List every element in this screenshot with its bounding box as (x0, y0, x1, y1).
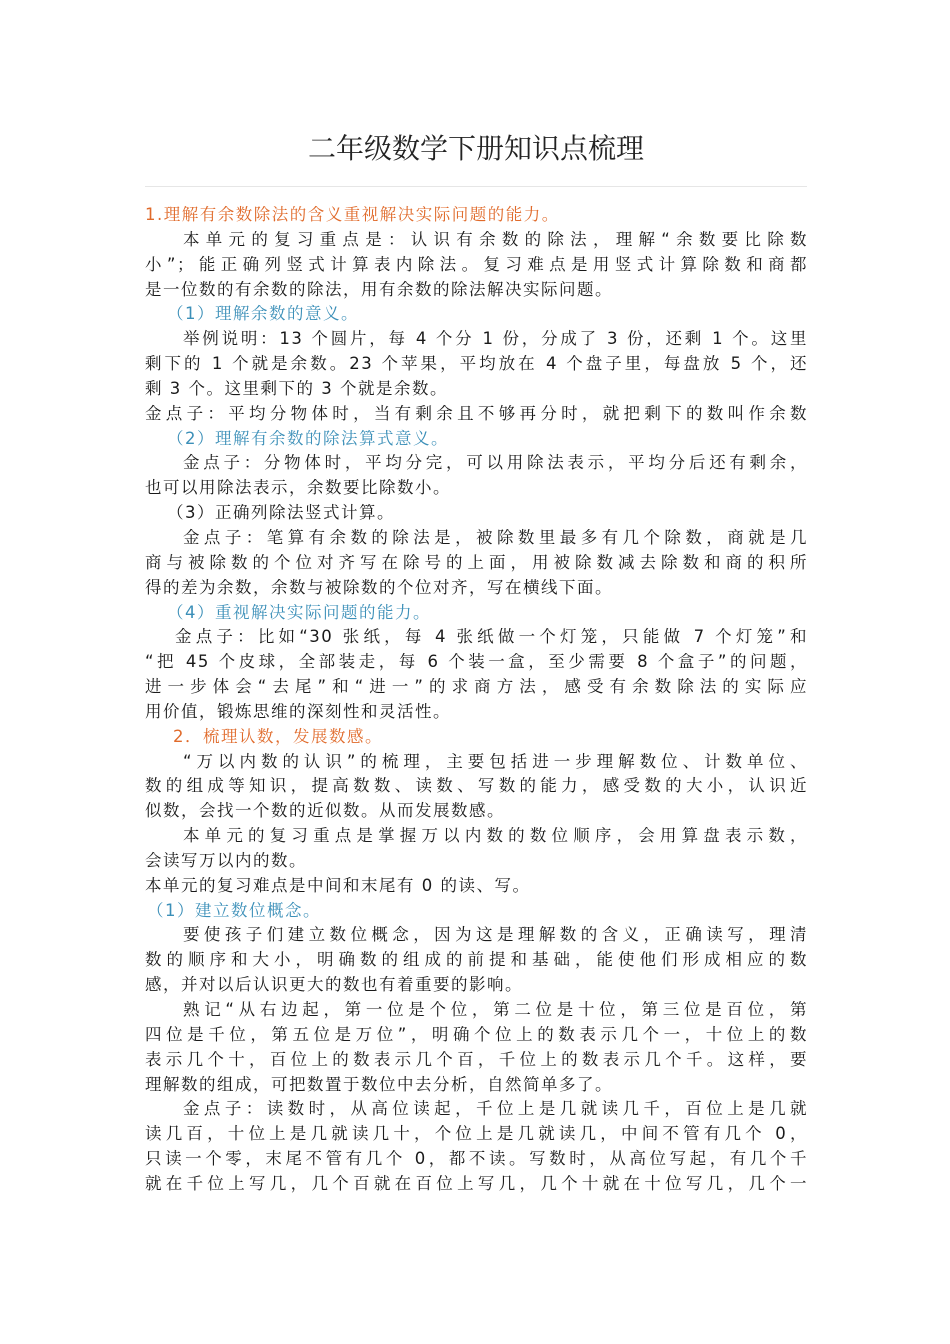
paragraph-line: 数的顺序和大小，明确数的组成的前提和基础，能使他们形成相应的数 (145, 950, 808, 970)
paragraph-line: 就在千位上写几，几个百就在百位上写几，几个十就在十位写几，几个一 (145, 1173, 808, 1193)
section-heading-2: 2．梳理认数，发展数感。 (173, 726, 383, 746)
paragraph-line: 得的差为余数，余数与被除数的个位对齐，写在横线下面。 (145, 577, 613, 597)
paragraph-line: 要使孩子们建立数位概念，因为这是理解数的含义，正确读写，理清 (183, 925, 808, 945)
paragraph-line: 剩 3 个。这里剩下的 3 个就是余数。 (145, 378, 448, 398)
subheading: （4）重视解决实际问题的能力。 (167, 602, 431, 622)
title-divider (145, 186, 807, 187)
document-body (145, 203, 808, 1197)
paragraph-line: 本单元的复习重点是掌握万以内数的数位顺序，会用算盘表示数， (183, 826, 808, 846)
subheading: （1）建立数位概念。 (147, 900, 321, 920)
paragraph-line: 举例说明：13 个圆片，每 4 个分 1 份，分成了 3 份，还剩 1 个。这里 (183, 329, 808, 349)
paragraph-line: 本单元的复习重点是：认识有余数的除法，理解“余数要比除数 (183, 229, 808, 249)
section-heading-1: 1.理解有余数除法的含义重视解决实际问题的能力。 (145, 205, 560, 224)
tip-line: 金点子：读数时，从高位读起，千位上是几就读几千，百位上是几就 (183, 1099, 808, 1119)
tip-line: 金点子：分物体时，平均分完，可以用除法表示，平均分后还有剩余， (183, 453, 808, 473)
paragraph-line: 会读写万以内的数。 (145, 850, 307, 870)
subheading: （3）正确列除法竖式计算。 (167, 503, 395, 523)
paragraph-line: “万以内数的认识”的梳理，主要包括进一步理解数位、计数单位、 (183, 751, 808, 771)
paragraph-line: 四位是千位，第五位是万位”，明确个位上的数表示几个一，十位上的数 (145, 1024, 808, 1044)
tip-line: 金点子：比如“30 张纸，每 4 张纸做一个灯笼，只能做 7 个灯笼”和 (175, 627, 808, 647)
paragraph-line: 读几百，十位上是几就读几十，个位上是几就读几，中间不管有几个 0， (145, 1124, 808, 1144)
paragraph-line: 小”；能正确列竖式计算表内除法。复习难点是用竖式计算除数和商都 (145, 254, 808, 274)
tip-line: 金点子：笔算有余数的除法是，被除数里最多有几个除数，商就是几 (183, 527, 808, 547)
tip-line: 金点子：平均分物体时，当有剩余且不够再分时，就把剩下的数叫作余数 (145, 403, 808, 423)
paragraph-line: 表示几个十，百位上的数表示几个百，千位上的数表示几个千。这样，要 (145, 1049, 808, 1069)
paragraph-line: 也可以用除法表示，余数要比除数小。 (145, 478, 451, 498)
subheading: （1）理解余数的意义。 (167, 304, 359, 324)
paragraph-line: 是一位数的有余数的除法，用有余数的除法解决实际问题。 (145, 279, 613, 299)
paragraph-line: 商与被除数的个位对齐写在除号的上面，用被除数减去除数和商的积所 (145, 552, 808, 572)
paragraph-line: 理解数的组成，可把数置于数位中去分析，自然简单多了。 (145, 1074, 613, 1094)
paragraph-line: 数的组成等知识，提高数数、读数、写数的能力，感受数的大小，认识近 (145, 776, 808, 796)
page-title: 二年级数学下册知识点梳理 (307, 132, 644, 165)
paragraph-line: 用价值，锻炼思维的深刻性和灵活性。 (145, 701, 451, 721)
paragraph-line: “把 45 个皮球，全部装走，每 6 个装一盒，至少需要 8 个盒子”的问题， (145, 652, 808, 672)
paragraph-line: 剩下的 1 个就是余数。23 个苹果，平均放在 4 个盘子里，每盘放 5 个，还 (145, 354, 808, 374)
paragraph-line: 感，并对以后认识更大的数也有着重要的影响。 (145, 975, 523, 995)
paragraph-line: 只读一个零，末尾不管有几个 0，都不读。写数时，从高位写起，有几个千 (145, 1149, 808, 1169)
subheading: （2）理解有余数的除法算式意义。 (167, 428, 449, 448)
paragraph-line: 进一步体会“去尾”和“进一”的求商方法，感受有余数除法的实际应 (145, 677, 808, 697)
paragraph-line: 熟记“从右边起，第一位是个位，第二位是十位，第三位是百位，第 (183, 1000, 808, 1019)
paragraph-line: 本单元的复习难点是中间和末尾有 0 的读、写。 (145, 875, 531, 895)
paragraph-line: 似数，会找一个数的近似数。从而发展数感。 (145, 801, 505, 821)
